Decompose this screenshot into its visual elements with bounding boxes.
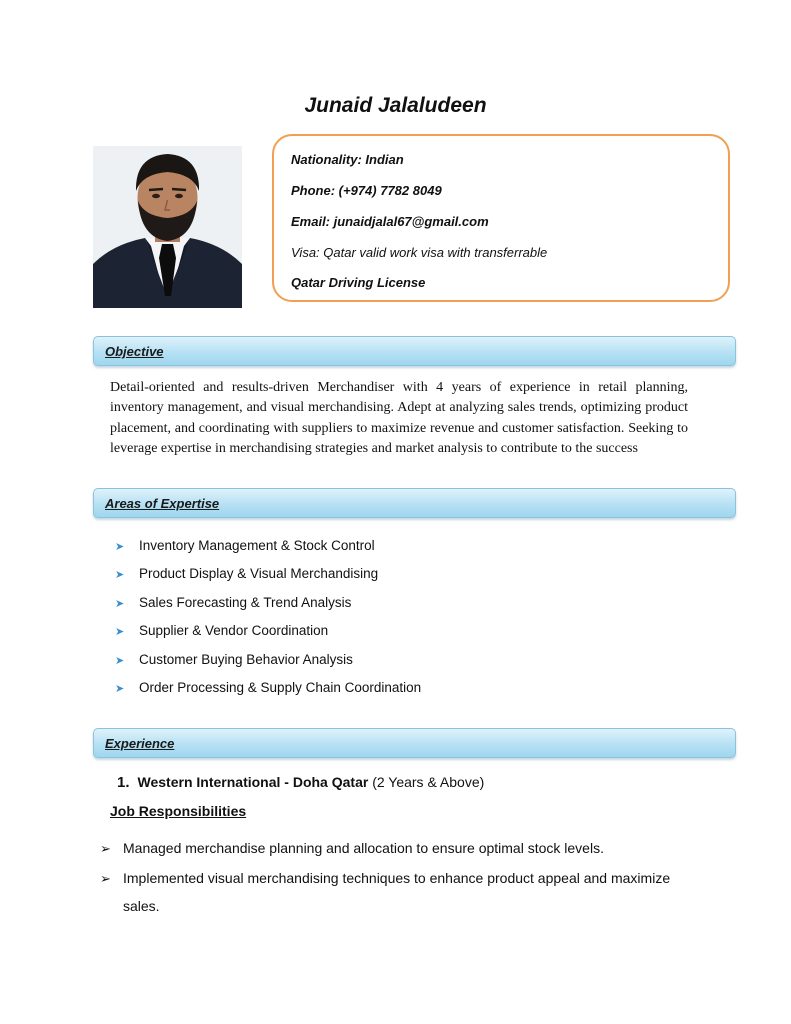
company-name: Western International - Doha Qatar — [137, 774, 369, 790]
visa-text: Visa: Qatar valid work visa with transferrable — [291, 245, 548, 260]
arrowhead-icon: ➤ — [115, 626, 125, 638]
candidate-name: Junaid Jalaludeen — [304, 94, 487, 117]
experience-heading-bar — [93, 728, 736, 758]
arrowhead-icon: ➤ — [115, 598, 125, 610]
driving-license-text: Qatar Driving License — [291, 275, 426, 290]
expertise-heading-bar — [93, 488, 736, 518]
email-text: Email: junaidjalal67@gmail.com — [291, 214, 489, 229]
outline-arrowhead-icon: ➢ — [100, 841, 111, 856]
job-responsibilities-heading: Job Responsibilities — [110, 803, 247, 819]
experience-heading: Experience — [105, 736, 175, 751]
portrait-image — [93, 146, 242, 308]
list-item: ➤ Sales Forecasting & Trend Analysis — [115, 595, 352, 610]
arrowhead-icon: ➤ — [115, 683, 125, 695]
arrowhead-icon: ➤ — [115, 569, 125, 581]
contact-info-box — [272, 134, 730, 302]
list-item: ➢ Implemented visual merchandising techniques to enhance product appeal and maximize sales. — [100, 864, 693, 920]
objective-heading: Objective — [105, 344, 164, 359]
job-entry — [117, 774, 484, 791]
phone-text: Phone: (+974) 7782 8049 — [291, 183, 442, 198]
outline-arrowhead-icon: ➢ — [100, 871, 111, 886]
list-item: ➢ Managed merchandise planning and allocation to ensure optimal stock levels. — [100, 834, 693, 863]
profile-photo — [93, 146, 242, 308]
list-item: ➤ Product Display & Visual Merchandising — [115, 566, 379, 581]
arrowhead-icon: ➤ — [115, 541, 125, 553]
list-item: ➤ Customer Buying Behavior Analysis — [115, 652, 353, 667]
arrowhead-icon: ➤ — [115, 655, 125, 667]
job-number: 1. — [117, 774, 130, 791]
job-duration: (2 Years & Above) — [372, 774, 485, 790]
list-item: ➤ Supplier & Vendor Coordination — [115, 623, 329, 638]
objective-heading-bar — [93, 336, 736, 366]
list-item: ➤ Inventory Management & Stock Control — [115, 538, 375, 553]
list-item: ➤ Order Processing & Supply Chain Coordination — [115, 680, 422, 695]
expertise-heading: Areas of Expertise — [105, 496, 220, 511]
objective-text: Detail-oriented and results-driven Merchandiser with 4 years of experience in retail planning, inventory management, and visual merchandising. Adept at analyzing sales trends, optimizing product placement, and coordinating with suppliers to maximize revenue and customer satisfaction. Seeking to leverage expertise in merchandising strategies and market analysis to contribute to the success — [110, 380, 688, 456]
nationality-text: Nationality: Indian — [291, 152, 404, 167]
